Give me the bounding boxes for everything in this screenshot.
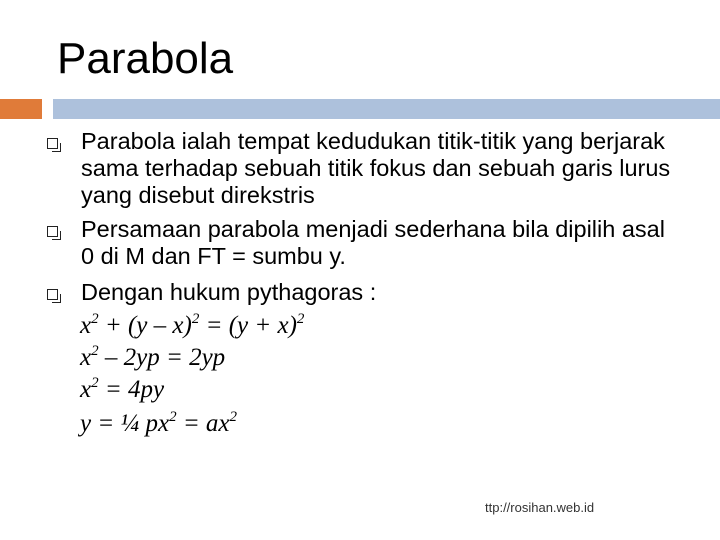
- bullet-item-pythagoras: Dengan hukum pythagoras :: [81, 279, 377, 305]
- bullet-item-equation-setup: Persamaan parabola menjadi sederhana bila dipilih asal 0 di M dan FT = sumbu y.: [81, 216, 665, 269]
- title-rule: [53, 99, 720, 119]
- slide-title: Parabola: [57, 34, 234, 83]
- equation-line-2: $x^2 - 2yp = 2yp$: [80, 343, 226, 371]
- bullet-icon: [47, 226, 58, 237]
- bullet-icon: [47, 138, 58, 149]
- accent-bar: [0, 99, 42, 119]
- footer-url: ttp://rosihan.web.id: [485, 500, 595, 515]
- equation-line-3: $x^2 = 4py$: [80, 375, 165, 403]
- bullet-icon: [47, 289, 58, 300]
- bullet-item-definition: Parabola ialah tempat kedudukan titik-titik yang berjarak sama terhadap sebuah titik fokus dan sebuah garis lurus yang disebut direkstris: [81, 128, 671, 208]
- equation-line-1: $x^2 + (y - x)^2 = (y + x)^2$: [80, 311, 305, 339]
- equation-line-4: y = ¼ $px^2 = ax^2$: [80, 409, 238, 437]
